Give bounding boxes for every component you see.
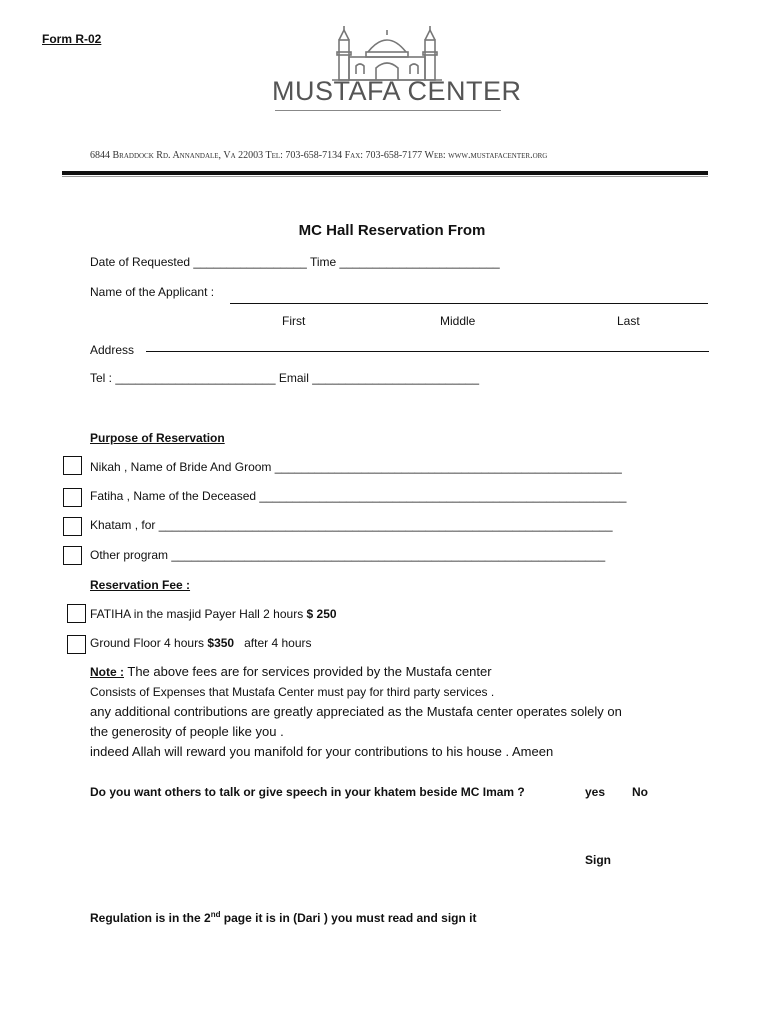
- nikah-checkbox[interactable]: [63, 456, 82, 475]
- name-last-label: Last: [617, 314, 640, 328]
- regulation-before: Regulation is in the 2: [90, 911, 211, 925]
- form-id: Form R-02: [42, 32, 102, 46]
- speech-no-option[interactable]: No: [632, 785, 648, 799]
- logo-text: MUSTAFA CENTER: [272, 76, 522, 106]
- purpose-heading: Purpose of Reservation: [90, 431, 225, 445]
- fatiha-fee-text: FATIHA in the masjid Payer Hall 2 hours: [90, 607, 307, 621]
- note-line-1: [90, 664, 492, 679]
- fatiha-fee-option[interactable]: [90, 607, 337, 621]
- header-divider-shadow: [62, 176, 708, 177]
- note-label: Note :: [90, 665, 124, 679]
- speech-yes-option[interactable]: yes: [585, 785, 606, 799]
- fatiha-fee-checkbox[interactable]: [67, 604, 86, 623]
- name-middle-label: Middle: [440, 314, 476, 328]
- fatiha-checkbox[interactable]: [63, 488, 82, 507]
- address-label: Address: [90, 343, 135, 357]
- note-line-5: indeed Allah will reward you manifold for your contributions to his house . Ameen: [90, 744, 554, 759]
- name-label: Name of the Applicant :: [90, 285, 215, 299]
- note-line-2: Consists of Expenses that Mustafa Center must pay for third party services .: [90, 685, 495, 699]
- nikah-option[interactable]: Nikah , Name of Bride And Groom ____________________________________________________: [90, 460, 622, 474]
- tel-email-field[interactable]: Tel : ________________________ Email _________________________: [90, 371, 480, 385]
- fatiha-fee-price: $ 250: [306, 607, 337, 621]
- note-line-3: any additional contributions are greatly appreciated as the Mustafa center operates solely on: [90, 704, 622, 719]
- page-title: [0, 222, 770, 239]
- ground-floor-fee-text: Ground Floor 4 hours: [90, 636, 208, 650]
- fee-heading: Reservation Fee :: [90, 578, 191, 592]
- note-line-4: the generosity of people like you .: [90, 724, 284, 739]
- regulation-after: page it is in (Dari ) you must read and sign it: [220, 911, 477, 925]
- sign-label: Sign: [585, 853, 611, 867]
- name-first-label: First: [282, 314, 306, 328]
- address-line: 6844 Braddock Rd. Annandale, Va 22003 Tel: 703-658-7134 Fax: 703-658-7177 Web: www.mustafacenter.org: [90, 150, 548, 161]
- khatam-option[interactable]: Khatam , for ____________________________________________________________________: [90, 518, 613, 532]
- header-divider: [62, 171, 708, 175]
- regulation-note: [90, 910, 477, 925]
- date-time-field[interactable]: Date of Requested _________________ Time ________________________: [90, 255, 500, 269]
- page-title-text: MC Hall Reservation From: [298, 222, 486, 239]
- note-text-1: The above fees are for services provided by the Mustafa center: [124, 664, 492, 679]
- khatam-checkbox[interactable]: [63, 517, 82, 536]
- regulation-sup: nd: [210, 910, 221, 919]
- ground-floor-fee-suffix: after 4 hours: [234, 636, 312, 650]
- ground-floor-fee-checkbox[interactable]: [67, 635, 86, 654]
- speech-question: Do you want others to talk or give speech in your khatem beside MC Imam ?: [90, 785, 525, 799]
- fatiha-option[interactable]: Fatiha , Name of the Deceased _______________________________________________________: [90, 489, 627, 503]
- logo-underline: [275, 110, 501, 111]
- ground-floor-fee-price: $350: [207, 636, 235, 650]
- name-field[interactable]: [230, 303, 708, 304]
- other-program-option[interactable]: Other program _________________________________________________________________: [90, 548, 606, 562]
- other-program-checkbox[interactable]: [63, 546, 82, 565]
- ground-floor-fee-option[interactable]: [90, 636, 311, 650]
- address-field[interactable]: [146, 351, 709, 352]
